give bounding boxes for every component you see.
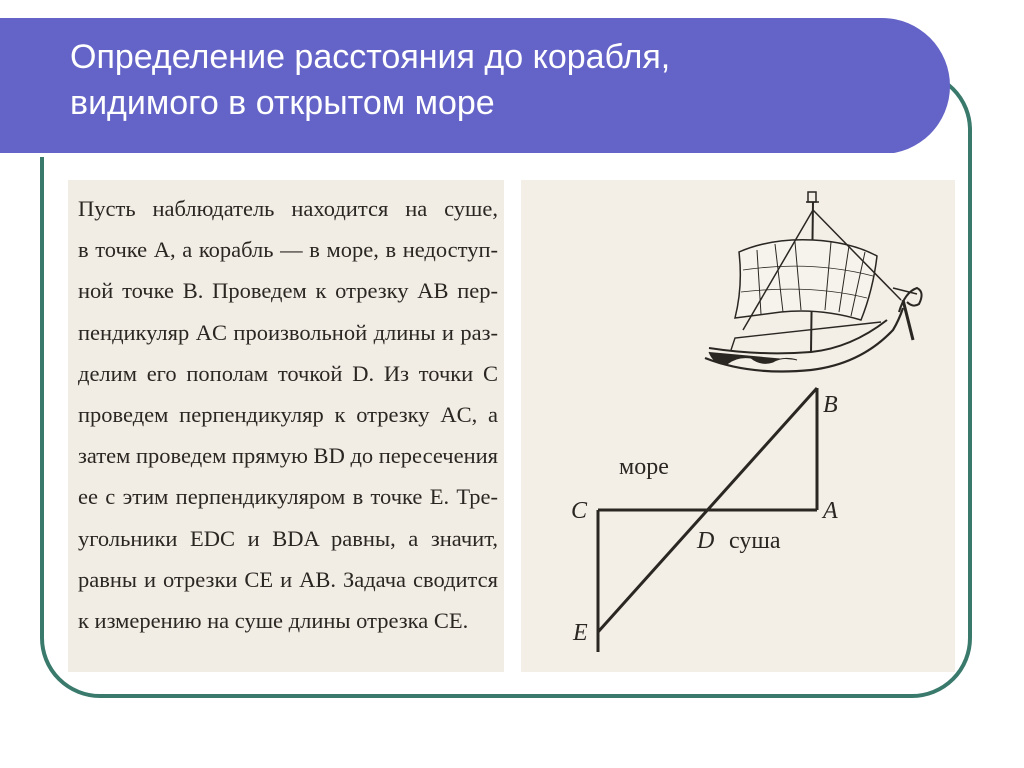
text-line: ее с этим перпендикуляром в точке E. Тре-: [78, 484, 498, 510]
point-label-c: C: [571, 498, 588, 524]
text-line: угольники EDC и BDA равны, а значит,: [78, 525, 498, 551]
text-line: Пусть наблюдатель находится на суше,: [78, 196, 498, 221]
text-line: затем проведем прямую BD до пересечения: [78, 443, 499, 469]
land-label: суша: [729, 528, 781, 554]
text-line: ной точке B. Проведем к отрезку AB пер-: [78, 278, 498, 304]
point-label-a: A: [823, 498, 838, 524]
point-label-e: E: [573, 620, 588, 646]
figure-panel: [521, 180, 955, 672]
point-label-b: B: [823, 392, 838, 418]
title-underline: [0, 153, 905, 157]
text-panel: [68, 180, 504, 672]
title-line-2: видимого в открытом море: [70, 84, 495, 122]
text-body: [78, 188, 498, 641]
text-line: равны и отрезки CE и AB. Задача сводится: [78, 566, 498, 592]
construction-lines: [598, 388, 817, 652]
geometry-figure: [521, 180, 955, 672]
point-label-d: D: [697, 528, 715, 554]
slide-title: [70, 34, 910, 126]
sea-label: море: [619, 454, 669, 480]
text-line: делим его пополам точкой D. Из точки C: [78, 360, 498, 386]
text-line: в точке A, а корабль — в море, в недоступ-: [78, 237, 498, 263]
ship-icon: [705, 192, 922, 372]
text-line: пендикуляр AC произвольной длины и раз-: [78, 319, 498, 345]
title-line-1: Определение расстояния до корабля,: [70, 38, 671, 76]
text-line: проведем перпендикуляр к отрезку AC, а: [78, 402, 498, 428]
text-line: к измерению на суше длины отрезка CE.: [78, 608, 469, 634]
